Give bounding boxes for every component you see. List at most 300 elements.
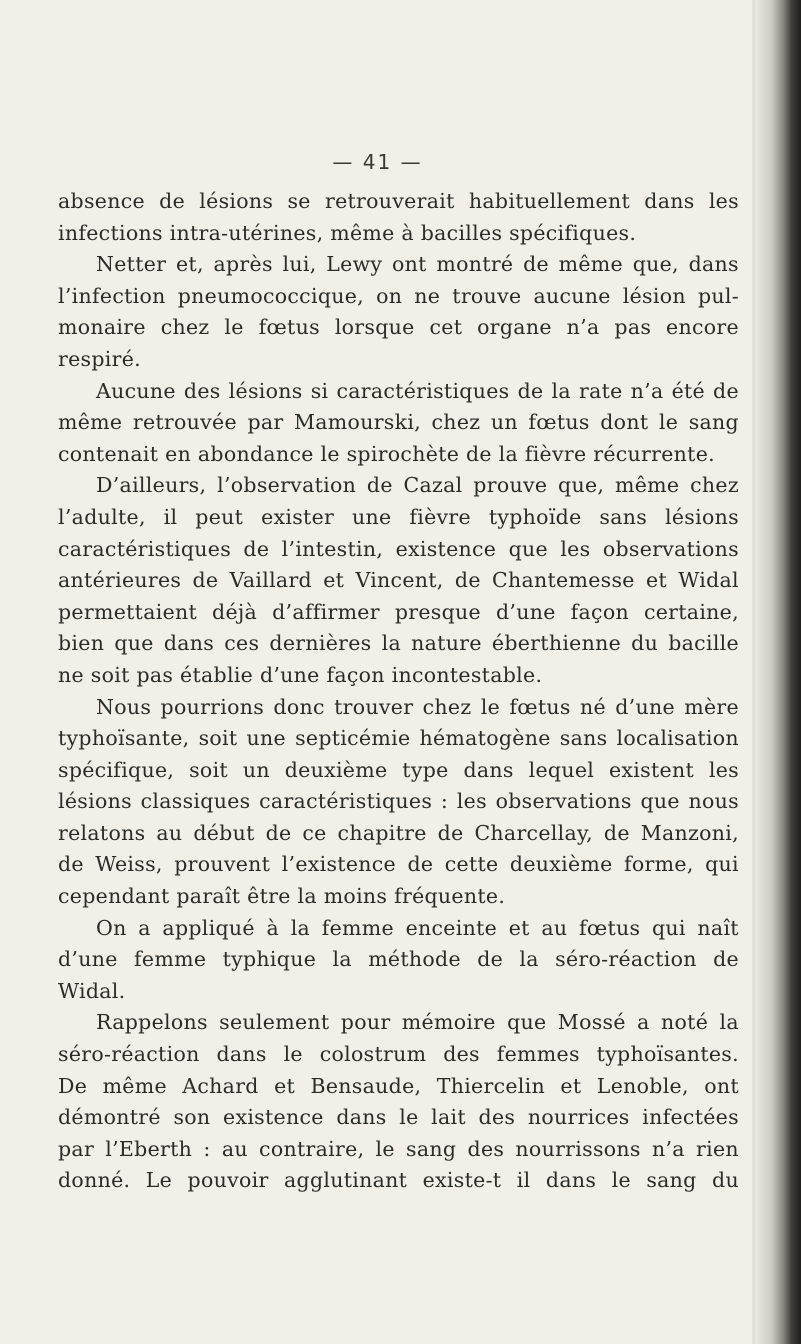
word: dans (463, 757, 514, 782)
word: retrouverait (324, 189, 455, 213)
text-line (58, 1039, 739, 1071)
word: peut (195, 504, 244, 529)
text-line (58, 534, 739, 566)
word: et (323, 568, 345, 593)
word: du (631, 631, 659, 656)
word: donc (273, 694, 325, 719)
word: trouver (334, 694, 414, 719)
word: Bensaude, (310, 1073, 422, 1098)
word: Lenoble, (596, 1073, 689, 1098)
word: n’a (566, 315, 600, 340)
word: d’une (495, 599, 556, 624)
word: fœtus (528, 410, 590, 435)
word: de (517, 378, 544, 403)
word: de (58, 852, 84, 877)
word: Mossé (557, 1010, 626, 1035)
word: chez (160, 315, 210, 340)
word: lésions (199, 189, 274, 213)
word: femmes (496, 1042, 580, 1067)
word: par (58, 1136, 95, 1161)
word: l’infection (58, 283, 166, 308)
word: spirochète (346, 441, 466, 466)
word: colostrum (319, 1042, 427, 1067)
word: on (376, 283, 403, 308)
text-line (58, 407, 739, 439)
word: paraît (176, 884, 248, 909)
word: typhoïsante, (58, 726, 190, 751)
word: l’intestin, (281, 536, 384, 561)
word: la (297, 884, 324, 909)
word: à (266, 915, 280, 940)
word: même (615, 473, 680, 498)
word: fièvre (524, 441, 594, 466)
word: chez (422, 694, 472, 719)
word: même (102, 1073, 167, 1098)
word: des (183, 378, 221, 403)
word: lorsque (334, 315, 415, 340)
word: sang (646, 1168, 697, 1193)
word: deuxième (284, 757, 388, 782)
word: être (247, 884, 298, 909)
word: sans (599, 504, 648, 529)
word: fœtus (509, 694, 571, 719)
word: par (247, 410, 284, 435)
word: de (192, 568, 219, 593)
word: au (541, 915, 568, 940)
word: qui (705, 852, 739, 877)
word: que, (632, 252, 679, 277)
text-line (58, 1134, 739, 1166)
word: et (560, 1073, 582, 1098)
word: ces (224, 631, 260, 656)
word: fièvre (409, 504, 471, 529)
word: nourrices (527, 1105, 630, 1130)
word: même (58, 410, 123, 435)
text-line (58, 502, 739, 534)
word: lésions (58, 789, 132, 814)
word: à (401, 220, 421, 245)
word: respiré. (58, 346, 141, 371)
word: fœtus (579, 915, 641, 940)
word: le (480, 694, 501, 719)
word: aucune (533, 283, 611, 308)
word: Le (145, 1168, 173, 1193)
word: séro-réaction (58, 1042, 200, 1067)
text-line (58, 312, 739, 344)
word: Widal. (58, 978, 126, 1003)
word: Cazal (403, 473, 463, 498)
word: prouve (473, 473, 548, 498)
word: en (165, 441, 198, 466)
word: du (712, 1168, 739, 1193)
word: l’adulte, (58, 504, 146, 529)
word: Rappelons (96, 1010, 208, 1035)
word: le (320, 441, 347, 466)
word: méthode (368, 947, 461, 972)
word: Chantemesse (492, 568, 635, 593)
word: de (407, 852, 434, 877)
word: observations (495, 789, 632, 814)
word: monaire (58, 315, 146, 340)
word: existe-t (422, 1168, 502, 1193)
word: lésions (228, 378, 303, 403)
word: antérieures (58, 568, 182, 593)
word: observations (602, 536, 739, 561)
word: les (708, 189, 739, 213)
word: lequel (528, 757, 595, 782)
word: dans (336, 1105, 387, 1130)
word: éberthienne (491, 631, 622, 656)
word: femme (134, 947, 207, 972)
word: dans (688, 252, 739, 277)
word: ont (392, 252, 427, 277)
word: Widal (678, 568, 739, 593)
word: de (265, 820, 292, 845)
word: début (193, 820, 255, 845)
word: de (159, 189, 186, 213)
word: si (310, 378, 329, 403)
word: séro-réaction (555, 947, 697, 972)
text-line (58, 249, 739, 281)
text-line (58, 913, 739, 945)
word: et (645, 568, 667, 593)
word: la (519, 947, 539, 972)
word: de (437, 820, 464, 845)
word: pul- (697, 283, 739, 308)
word: existence (395, 536, 497, 561)
text-line (58, 755, 739, 787)
word: le (224, 315, 244, 340)
word: forme, (624, 852, 694, 877)
word: une (246, 726, 286, 751)
word: un (490, 410, 518, 435)
word: dans (216, 1042, 267, 1067)
word: Manzoni, (640, 820, 739, 845)
word: typhoïde (488, 504, 582, 529)
word: septicémie (295, 726, 411, 751)
word: incontestable. (391, 662, 543, 687)
word: le (399, 1105, 419, 1130)
word: D’ailleurs, (96, 473, 207, 498)
text-line (58, 281, 739, 313)
word: fréquente. (394, 884, 506, 909)
word: le (283, 1042, 303, 1067)
word: abondance (197, 441, 321, 466)
word: spécifique, (58, 757, 175, 782)
word: existence (223, 1105, 324, 1130)
word: localisation (616, 726, 739, 751)
text-line (58, 1007, 739, 1039)
word: existent (609, 757, 694, 782)
word: la (498, 441, 525, 466)
word: certaine, (643, 599, 739, 624)
word: typhique (222, 947, 317, 972)
word: infectées (642, 1105, 739, 1130)
word: il (163, 504, 178, 529)
word: Thiercelin (436, 1073, 546, 1098)
word: de (243, 536, 270, 561)
word: fœtus (258, 315, 320, 340)
word: Aucune (96, 378, 176, 403)
word: même (558, 252, 623, 277)
text-line (58, 344, 739, 376)
word: sans (559, 726, 608, 751)
word: bien (58, 631, 105, 656)
word: Charcellay, (474, 820, 593, 845)
text-line (58, 376, 739, 408)
word: la (719, 1010, 739, 1035)
word: de (366, 473, 393, 498)
word: dans (644, 189, 695, 213)
word: ne (58, 662, 91, 687)
word: ne (414, 283, 441, 308)
word: dont (600, 410, 649, 435)
word: On (96, 915, 127, 940)
word: récurrente. (593, 441, 715, 466)
word: : (203, 1136, 211, 1161)
word: absence (58, 189, 145, 213)
word: une (352, 504, 392, 529)
word: dans (163, 631, 215, 656)
word: habituellement (468, 189, 631, 213)
text-line (58, 818, 739, 850)
word: la (381, 631, 402, 656)
word: nature (411, 631, 482, 656)
word: un (242, 757, 270, 782)
word: bacille (668, 631, 739, 656)
word: de (523, 252, 549, 277)
word: façon (570, 599, 629, 624)
word: rate (578, 378, 623, 403)
text-line (58, 881, 739, 913)
word: rien (695, 1136, 739, 1161)
word: la (290, 915, 311, 940)
word: les (456, 789, 487, 814)
word: le (658, 410, 679, 435)
text-line (58, 944, 739, 976)
word: nourrissons (515, 1136, 641, 1161)
word: agglutinant (284, 1168, 408, 1193)
text-line (58, 439, 739, 471)
word: ce (302, 820, 327, 845)
word: caractéristiques (336, 378, 510, 403)
word: au (221, 1136, 248, 1161)
body-text (58, 186, 739, 1197)
word: après (213, 252, 273, 277)
word: le (611, 1168, 631, 1193)
word: de (713, 947, 739, 972)
word: type (402, 757, 449, 782)
page-number: — 41 — (332, 150, 423, 174)
word: caractéristiques (58, 536, 232, 561)
word: Vaillard (229, 568, 312, 593)
word: son (173, 1105, 211, 1130)
text-line (58, 660, 739, 692)
text-line (58, 628, 739, 660)
word: des (467, 1136, 505, 1161)
word: chez (690, 473, 739, 498)
book-binding-shadow (755, 0, 801, 1344)
word: né (580, 694, 606, 719)
word: établie (180, 662, 260, 687)
text-line (58, 470, 739, 502)
word: de (454, 568, 481, 593)
word: noté (661, 1010, 709, 1035)
word: intra-utérines, (169, 220, 331, 245)
word: déjà (212, 599, 258, 624)
text-line (58, 1165, 739, 1197)
word: montré (436, 252, 514, 277)
word: il (516, 1168, 531, 1193)
word: a (637, 1010, 650, 1035)
word: nous (688, 789, 739, 814)
word: dans (545, 1168, 597, 1193)
word: les (560, 536, 591, 561)
word: pouvoir (187, 1168, 269, 1193)
word: que (640, 789, 680, 814)
word: De (58, 1073, 88, 1098)
word: cette (444, 852, 499, 877)
word: lésions (664, 504, 739, 529)
word: prouvent (174, 852, 271, 877)
word: retrouvée (132, 410, 237, 435)
word: contenait (58, 441, 166, 466)
word: au (156, 820, 183, 845)
word: Weiss, (95, 852, 163, 877)
word: Mamourski, (294, 410, 422, 435)
word: pourrions (160, 694, 265, 719)
word: été (671, 378, 705, 403)
word: mémoire (401, 1010, 496, 1035)
word: Achard (182, 1073, 259, 1098)
word: chez (431, 410, 481, 435)
word: Vincent, (355, 568, 444, 593)
word: de (465, 441, 499, 466)
word: : (440, 789, 449, 814)
word: et (508, 915, 530, 940)
word: classiques (140, 789, 251, 814)
text-line (58, 597, 739, 629)
word: presque (394, 599, 481, 624)
word: infections (58, 220, 170, 245)
word: trouve (452, 283, 522, 308)
word: n’a (630, 378, 664, 403)
word: naît (697, 915, 739, 940)
word: mère (684, 694, 739, 719)
text-line (58, 692, 739, 724)
word: façon (326, 662, 392, 687)
word: pneumococcique, (177, 283, 364, 308)
word: dernières (269, 631, 372, 656)
word: soit (198, 726, 238, 751)
word: que (508, 536, 548, 561)
word: Nous (96, 694, 152, 719)
word: l’observation (217, 473, 357, 498)
word: l’Eberth (105, 1136, 193, 1161)
word: lait (431, 1105, 466, 1130)
word: et, (175, 252, 204, 277)
word: des (443, 1042, 480, 1067)
word: la (332, 947, 352, 972)
word: pour (340, 1010, 391, 1035)
word: donné. (58, 1168, 131, 1193)
word: les (708, 757, 739, 782)
word: caractéristiques (259, 789, 433, 814)
word: chapitre (337, 820, 427, 845)
word: d’une (615, 694, 675, 719)
word: que (114, 631, 154, 656)
word: Lewy (326, 252, 383, 277)
word: sang (406, 1136, 457, 1161)
word: relatons (58, 820, 146, 845)
word: l’existence (281, 852, 396, 877)
text-line (58, 849, 739, 881)
word: de (603, 820, 630, 845)
text-line (58, 723, 739, 755)
word: que (507, 1010, 547, 1035)
word: soit (189, 757, 228, 782)
word: le (375, 1136, 395, 1161)
word: démontré (58, 1105, 161, 1130)
word: de (713, 378, 739, 403)
word: organe (477, 315, 552, 340)
word: contraire, (259, 1136, 365, 1161)
word: hématogène (419, 726, 551, 751)
word: la (551, 378, 571, 403)
word: lésion (622, 283, 686, 308)
word: permettaient (58, 599, 198, 624)
text-line (58, 1102, 739, 1134)
word: seulement (219, 1010, 330, 1035)
word: a (138, 915, 151, 940)
text-line (58, 565, 739, 597)
word: ont (704, 1073, 739, 1098)
word: pas (614, 315, 652, 340)
word: exister (261, 504, 335, 529)
word: lui, (282, 252, 317, 277)
word: enceinte (405, 915, 498, 940)
word: n’a (651, 1136, 685, 1161)
text-line (58, 218, 739, 250)
word: bacilles (420, 220, 510, 245)
word: cet (429, 315, 463, 340)
word: que, (558, 473, 605, 498)
word: d’une (259, 662, 327, 687)
word: se (287, 189, 311, 213)
word: typhoïsantes. (596, 1042, 739, 1067)
word: cependant (58, 884, 177, 909)
word: même (330, 220, 402, 245)
word: d’affirmer (272, 599, 380, 624)
word: et (274, 1073, 296, 1098)
word: encore (666, 315, 739, 340)
text-line (58, 976, 739, 1008)
word: sang (688, 410, 739, 435)
word: de (477, 947, 504, 972)
word: pas (136, 662, 181, 687)
word: spécifiques. (509, 220, 637, 245)
word: deuxième (509, 852, 613, 877)
text-line (58, 786, 739, 818)
word: qui (651, 915, 686, 940)
word: Netter (96, 252, 167, 277)
word: appliqué (162, 915, 255, 940)
word: femme (321, 915, 394, 940)
text-line (58, 186, 739, 218)
word: moins (323, 884, 395, 909)
word: d’une (58, 947, 118, 972)
word: soit (90, 662, 137, 687)
